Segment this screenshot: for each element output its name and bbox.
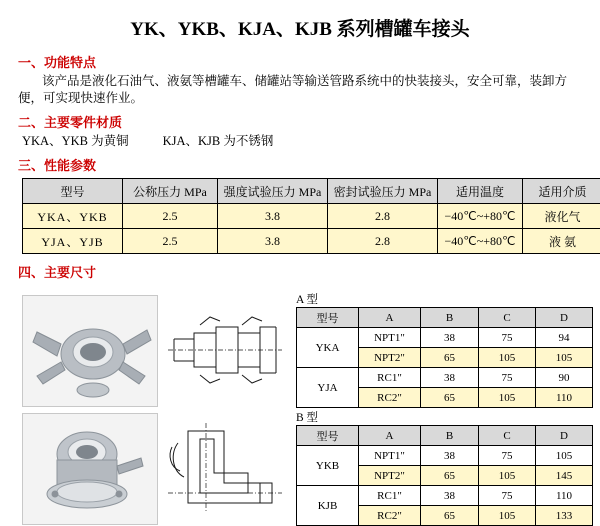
col-header-strength-pressure: 强度试验压力 MPa	[218, 179, 328, 204]
col-header-b: B	[421, 308, 479, 328]
col-header-c: C	[479, 426, 536, 446]
col-header-seal-pressure: 密封试验压力 MPa	[328, 179, 438, 204]
cell-strength-pressure: 3.8	[218, 229, 328, 254]
cell-c: 105	[479, 466, 536, 486]
cell-d: 94	[536, 328, 593, 348]
type-label-b: B 型	[296, 409, 318, 425]
cell-model: YKA	[297, 328, 359, 368]
cell-b: 65	[421, 388, 479, 408]
cell-b: 65	[421, 348, 479, 368]
page-title: YK、YKB、KJA、KJB 系列槽罐车接头	[0, 0, 600, 47]
cell-temperature: −40℃~+80℃	[438, 204, 523, 229]
cell-seal-pressure: 2.8	[328, 229, 438, 254]
product-photo-a	[22, 295, 158, 407]
cell-c: 105	[479, 506, 536, 526]
cell-model: YKA、YKB	[23, 204, 123, 229]
cell-d: 110	[536, 486, 593, 506]
cell-medium: 液 氨	[523, 229, 600, 254]
cell-c: 105	[479, 388, 536, 408]
cell-c: 75	[479, 328, 536, 348]
sketch-b-graphic	[164, 413, 286, 523]
section-heading-performance: 三、性能参数	[18, 155, 600, 174]
col-header-a: A	[359, 426, 421, 446]
cell-b: 65	[421, 466, 479, 486]
product-photo-b	[22, 413, 158, 525]
features-paragraph: 该产品是液化石油气、液氨等槽罐车、储罐站等输送管路系统中的快装接头，安全可靠，装卸方便，可实现快速作业。	[18, 73, 582, 107]
cell-a: RC1"	[359, 368, 421, 388]
cell-c: 105	[479, 348, 536, 368]
cell-nominal-pressure: 2.5	[123, 229, 218, 254]
col-header-model: 型号	[23, 179, 123, 204]
cell-b: 65	[421, 506, 479, 526]
cell-d: 90	[536, 368, 593, 388]
cell-b: 38	[421, 446, 479, 466]
table-row	[23, 204, 600, 229]
cell-strength-pressure: 3.8	[218, 204, 328, 229]
sketch-a-graphic	[164, 295, 286, 405]
col-header-b: B	[421, 426, 479, 446]
cell-c: 75	[479, 486, 536, 506]
table-row	[297, 486, 593, 506]
product-sketch-b	[164, 413, 286, 523]
dimension-table-a	[296, 307, 593, 408]
cell-model: YJA	[297, 368, 359, 408]
cell-a: NPT1"	[359, 446, 421, 466]
cell-medium: 液化气	[523, 204, 600, 229]
col-header-d: D	[536, 308, 593, 328]
cell-a: NPT1"	[359, 328, 421, 348]
table-header-row	[23, 179, 600, 204]
section-heading-features: 一、功能特点	[18, 52, 600, 71]
cell-a: NPT2"	[359, 466, 421, 486]
table-header-row	[297, 426, 593, 446]
cell-d: 105	[536, 348, 593, 368]
cell-d: 145	[536, 466, 593, 486]
dimension-table-b	[296, 425, 593, 526]
cell-model: KJB	[297, 486, 359, 526]
col-header-d: D	[536, 426, 593, 446]
table-header-row	[297, 308, 593, 328]
table-row	[297, 446, 593, 466]
cell-d: 133	[536, 506, 593, 526]
cell-b: 38	[421, 486, 479, 506]
col-header-model: 型号	[297, 308, 359, 328]
cell-a: RC2"	[359, 506, 421, 526]
cell-b: 38	[421, 368, 479, 388]
col-header-medium: 适用介质	[523, 179, 600, 204]
cell-c: 75	[479, 368, 536, 388]
cell-d: 105	[536, 446, 593, 466]
material-text-a: YKA、YKB 为黄铜	[22, 134, 129, 148]
col-header-nominal-pressure: 公称压力 MPa	[123, 179, 218, 204]
cell-model: YKB	[297, 446, 359, 486]
cell-temperature: −40℃~+80℃	[438, 229, 523, 254]
cell-a: RC2"	[359, 388, 421, 408]
photo-a-graphic	[23, 296, 157, 406]
col-header-model: 型号	[297, 426, 359, 446]
cell-d: 110	[536, 388, 593, 408]
table-row	[23, 229, 600, 254]
performance-table	[22, 178, 600, 254]
cell-c: 75	[479, 446, 536, 466]
material-text-b: KJA、KJB 为不锈钢	[163, 134, 274, 148]
photo-b-graphic	[23, 414, 157, 524]
type-label-a: A 型	[296, 291, 318, 307]
col-header-c: C	[479, 308, 536, 328]
cell-a: NPT2"	[359, 348, 421, 368]
col-header-a: A	[359, 308, 421, 328]
table-row	[297, 328, 593, 348]
cell-seal-pressure: 2.8	[328, 204, 438, 229]
cell-nominal-pressure: 2.5	[123, 204, 218, 229]
material-paragraph	[22, 133, 582, 150]
product-sketch-a	[164, 295, 286, 405]
section-heading-material: 二、主要零件材质	[18, 112, 600, 131]
cell-a: RC1"	[359, 486, 421, 506]
cell-model: YJA、YJB	[23, 229, 123, 254]
cell-b: 38	[421, 328, 479, 348]
col-header-temperature: 适用温度	[438, 179, 523, 204]
table-row	[297, 368, 593, 388]
section-heading-dimensions: 四、主要尺寸	[18, 262, 600, 281]
